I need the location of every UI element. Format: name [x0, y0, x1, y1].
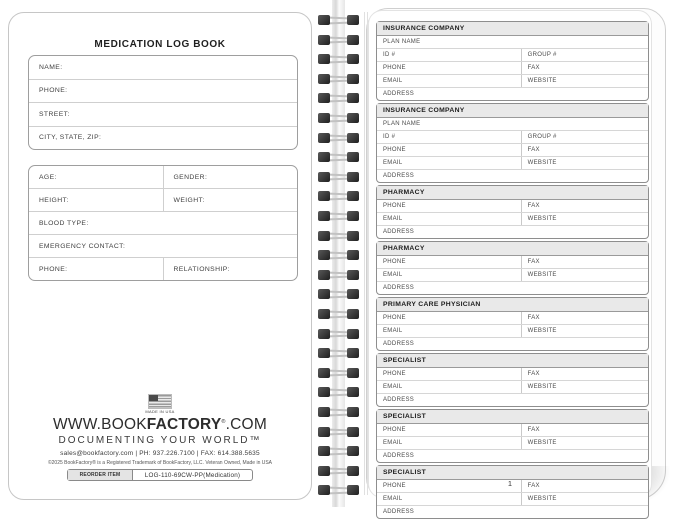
section-field-label: WEBSITE [527, 496, 557, 502]
brand-logo-bold: FACTORY [146, 415, 222, 433]
spiral-loop [312, 368, 370, 379]
section-header: SPECIALIST [377, 466, 648, 480]
section-row [377, 506, 648, 518]
form-section [376, 103, 649, 183]
section-row [377, 325, 648, 338]
spiral-hole-left [318, 54, 330, 64]
spiral-hole-right [347, 231, 359, 241]
spiral-hole-right [347, 485, 359, 495]
spiral-hole-right [347, 368, 359, 378]
brand-tagline: DOCUMENTING YOUR WORLD™ [58, 435, 262, 446]
spiral-hole-left [318, 191, 330, 201]
section-row [377, 269, 648, 282]
section-row [377, 157, 648, 170]
spiral-hole-right [347, 446, 359, 456]
page-title: MEDICATION LOG BOOK [94, 39, 226, 50]
spiral-loop [312, 446, 370, 457]
section-field-label: PLAN NAME [383, 121, 421, 127]
section-field-label: EMAIL [383, 160, 403, 166]
field-cell [29, 127, 297, 150]
spiral-hole-left [318, 231, 330, 241]
spiral-loop [312, 113, 370, 124]
form-section [376, 21, 649, 101]
spiral-loop [312, 407, 370, 418]
field-label: AGE: [39, 173, 57, 181]
section-field-label: EMAIL [383, 78, 403, 84]
spiral-hole-right [347, 329, 359, 339]
section-field-cell [377, 424, 521, 436]
section-field-label: EMAIL [383, 328, 403, 334]
section-field-cell [377, 450, 648, 462]
section-field-label: EMAIL [383, 384, 403, 390]
section-row [377, 88, 648, 100]
section-field-label: EMAIL [383, 496, 403, 502]
section-header: PHARMACY [377, 242, 648, 256]
section-field-label: ADDRESS [383, 285, 415, 291]
form-section [376, 353, 649, 407]
field-label: HEIGHT: [39, 196, 69, 204]
section-field-cell [377, 381, 521, 393]
section-field-label: GROUP # [527, 134, 557, 140]
reorder-value-cell: LOG-110-69CW-PP(Medication) [144, 471, 241, 479]
spiral-loop [312, 54, 370, 65]
section-field-cell [521, 424, 648, 436]
section-field-cell [377, 144, 521, 156]
section-row [377, 36, 648, 49]
spiral-loop [312, 211, 370, 222]
field-row [29, 103, 297, 127]
section-field-cell [521, 49, 648, 61]
field-label: BLOOD TYPE: [39, 219, 89, 227]
section-field-cell [521, 493, 648, 505]
spiral-hole-left [318, 270, 330, 280]
spiral-hole-right [347, 54, 359, 64]
section-field-label: ADDRESS [383, 509, 415, 515]
section-field-cell [377, 170, 648, 182]
spiral-loop [312, 74, 370, 85]
section-field-label: WEBSITE [527, 216, 557, 222]
spiral-loop [312, 289, 370, 300]
spiral-hole-right [347, 289, 359, 299]
spiral-hole-right [347, 427, 359, 437]
section-field-label: PHONE [383, 371, 406, 377]
spiral-loop [312, 172, 370, 183]
field-cell [29, 189, 163, 211]
spiral-hole-right [347, 35, 359, 45]
section-field-cell [521, 200, 648, 212]
section-field-label: FAX [527, 427, 540, 433]
registered-mark: ® [221, 418, 226, 425]
form-section [376, 409, 649, 463]
section-field-cell [521, 269, 648, 281]
spiral-hole-left [318, 133, 330, 143]
field-cell [29, 103, 297, 126]
field-row [29, 235, 297, 258]
spiral-loop [312, 93, 370, 104]
section-row [377, 282, 648, 294]
spiral-hole-right [347, 270, 359, 280]
field-row [29, 80, 297, 104]
spiral-hole-left [318, 289, 330, 299]
section-field-cell [521, 381, 648, 393]
reorder-table [67, 469, 253, 481]
spiral-loop [312, 133, 370, 144]
section-header: PHARMACY [377, 186, 648, 200]
section-header: INSURANCE COMPANY [377, 104, 648, 118]
spiral-hole-left [318, 113, 330, 123]
section-field-cell [521, 256, 648, 268]
section-row [377, 450, 648, 462]
section-field-cell [521, 325, 648, 337]
details-box [28, 165, 298, 281]
section-field-cell [377, 157, 521, 169]
section-field-label: EMAIL [383, 272, 403, 278]
field-row [29, 127, 297, 150]
spiral-hole-left [318, 152, 330, 162]
section-field-label: PHONE [383, 203, 406, 209]
section-field-cell [377, 437, 521, 449]
spiral-hole-left [318, 93, 330, 103]
field-cell [29, 56, 297, 79]
field-cell [29, 80, 297, 103]
section-field-cell [377, 493, 521, 505]
field-label: RELATIONSHIP: [173, 265, 230, 273]
spiral-hole-right [347, 211, 359, 221]
section-field-label: WEBSITE [527, 272, 557, 278]
section-field-cell [377, 36, 648, 48]
section-row [377, 226, 648, 238]
section-field-cell [377, 394, 648, 406]
spiral-hole-left [318, 329, 330, 339]
personal-info-box [28, 55, 298, 150]
section-field-label: FAX [527, 315, 540, 321]
section-field-cell [377, 62, 521, 74]
section-field-label: ADDRESS [383, 91, 415, 97]
section-field-label: FAX [527, 65, 540, 71]
section-field-label: EMAIL [383, 440, 403, 446]
field-row [29, 166, 297, 189]
section-field-cell [377, 75, 521, 87]
section-row [377, 62, 648, 75]
spiral-hole-right [347, 309, 359, 319]
section-field-label: WEBSITE [527, 78, 557, 84]
section-field-label: ID # [383, 52, 396, 58]
section-row [377, 144, 648, 157]
spiral-loop [312, 387, 370, 398]
section-row [377, 75, 648, 88]
section-field-cell [521, 368, 648, 380]
field-cell [29, 235, 297, 257]
spiral-hole-right [347, 93, 359, 103]
section-row [377, 118, 648, 131]
form-sections [376, 21, 649, 521]
section-row [377, 49, 648, 62]
field-cell [29, 212, 297, 234]
spiral-hole-left [318, 309, 330, 319]
section-field-label: EMAIL [383, 216, 403, 222]
spiral-hole-left [318, 348, 330, 358]
usa-flag-icon [149, 395, 171, 408]
field-cell [163, 189, 298, 211]
form-section [376, 465, 649, 519]
spiral-hole-right [347, 250, 359, 260]
copyright-line: ©2025 BookFactory® is a Registered Trademark of BookFactory, LLC. Veteran Owned, Made in USA [47, 460, 273, 466]
section-field-cell [377, 118, 648, 130]
spiral-hole-left [318, 466, 330, 476]
section-field-label: ADDRESS [383, 341, 415, 347]
section-field-cell [377, 325, 521, 337]
spiral-hole-right [347, 152, 359, 162]
spiral-loop [312, 466, 370, 477]
section-field-cell [377, 506, 648, 518]
section-field-label: ADDRESS [383, 229, 415, 235]
section-field-label: PHONE [383, 259, 406, 265]
brand-footer [9, 395, 311, 482]
section-field-cell [377, 213, 521, 225]
section-row [377, 312, 648, 325]
reorder-label-cell: REORDER ITEM [68, 470, 133, 480]
section-field-cell [377, 131, 521, 143]
section-field-cell [521, 75, 648, 87]
section-row [377, 394, 648, 406]
section-row [377, 170, 648, 182]
section-header: INSURANCE COMPANY [377, 22, 648, 36]
section-field-cell [377, 312, 521, 324]
spiral-hole-right [347, 466, 359, 476]
spiral-hole-left [318, 172, 330, 182]
section-field-cell [521, 144, 648, 156]
spiral-hole-right [347, 191, 359, 201]
field-label: PHONE: [39, 265, 68, 273]
section-row [377, 368, 648, 381]
spiral-hole-left [318, 427, 330, 437]
field-row [29, 258, 297, 280]
section-row [377, 131, 648, 144]
field-label: STREET: [39, 110, 70, 118]
spiral-loop [312, 15, 370, 26]
section-field-label: PHONE [383, 483, 406, 489]
spiral-hole-left [318, 211, 330, 221]
spiral-loop [312, 270, 370, 281]
left-page [8, 12, 312, 500]
section-field-cell [521, 312, 648, 324]
section-field-cell [377, 368, 521, 380]
field-label: CITY, STATE, ZIP: [39, 134, 102, 142]
flag-canton [149, 395, 158, 401]
spiral-hole-right [347, 15, 359, 25]
spiral-loop [312, 427, 370, 438]
spiral-loop [312, 348, 370, 359]
brand-logo-suffix: .COM [225, 415, 267, 433]
section-field-cell [377, 88, 648, 100]
section-field-label: PHONE [383, 65, 406, 71]
spiral-hole-right [347, 133, 359, 143]
section-row [377, 381, 648, 394]
made-in-usa-label: MADE IN USA [145, 408, 175, 414]
field-cell [163, 166, 298, 188]
section-field-label: ADDRESS [383, 453, 415, 459]
spiral-loop [312, 309, 370, 320]
section-row [377, 200, 648, 213]
section-field-label: PHONE [383, 147, 406, 153]
spiral-loop [312, 231, 370, 242]
spiral-loop [312, 35, 370, 46]
section-field-cell [521, 157, 648, 169]
spiral-hole-left [318, 368, 330, 378]
field-row [29, 189, 297, 212]
spiral-loop [312, 191, 370, 202]
section-field-label: WEBSITE [527, 160, 557, 166]
section-row [377, 437, 648, 450]
form-section [376, 185, 649, 239]
section-field-label: ADDRESS [383, 397, 415, 403]
section-field-label: ADDRESS [383, 173, 415, 179]
spiral-hole-right [347, 74, 359, 84]
spiral-hole-right [347, 172, 359, 182]
section-field-label: GROUP # [527, 52, 557, 58]
spiral-hole-left [318, 387, 330, 397]
spiral-hole-right [347, 113, 359, 123]
field-cell [163, 258, 298, 280]
spiral-loop [312, 329, 370, 340]
field-cell [29, 258, 163, 280]
section-row [377, 424, 648, 437]
field-row [29, 212, 297, 235]
section-field-cell [377, 226, 648, 238]
section-field-cell [521, 62, 648, 74]
section-field-cell [377, 269, 521, 281]
form-section [376, 241, 649, 295]
field-label: PHONE: [39, 87, 68, 95]
field-row [29, 56, 297, 80]
spiral-hole-right [347, 348, 359, 358]
field-cell [29, 166, 163, 188]
section-field-label: PHONE [383, 315, 406, 321]
section-field-label: FAX [527, 371, 540, 377]
spiral-loop [312, 250, 370, 261]
section-field-label: WEBSITE [527, 384, 557, 390]
spiral-binding [312, 0, 370, 507]
section-field-label: FAX [527, 203, 540, 209]
spiral-hole-left [318, 35, 330, 45]
spiral-loop [312, 485, 370, 496]
spiral-loop [312, 152, 370, 163]
spiral-hole-left [318, 74, 330, 84]
spiral-hole-left [318, 250, 330, 260]
brand-logo [53, 417, 267, 433]
section-row [377, 493, 648, 506]
section-field-label: FAX [527, 147, 540, 153]
section-field-cell [521, 213, 648, 225]
section-field-label: ID # [383, 134, 396, 140]
section-field-cell [377, 49, 521, 61]
section-header: SPECIALIST [377, 354, 648, 368]
section-field-label: WEBSITE [527, 328, 557, 334]
contact-line: sales@bookfactory.com | PH: 937.226.7100 | FAX: 614.388.5635 [60, 450, 260, 457]
brand-logo-prefix: WWW.BOOK [53, 415, 147, 433]
section-row [377, 338, 648, 350]
section-field-label: WEBSITE [527, 440, 557, 446]
spiral-hole-left [318, 15, 330, 25]
page-number: 1 [507, 479, 513, 488]
section-row [377, 256, 648, 269]
spiral-hole-right [347, 407, 359, 417]
section-field-cell [377, 200, 521, 212]
section-header: PRIMARY CARE PHYSICIAN [377, 298, 648, 312]
section-field-label: FAX [527, 259, 540, 265]
section-field-label: FAX [527, 483, 540, 489]
spiral-hole-right [347, 387, 359, 397]
right-page [368, 10, 652, 515]
field-label: NAME: [39, 63, 63, 71]
field-label: EMERGENCY CONTACT: [39, 242, 126, 250]
section-header: SPECIALIST [377, 410, 648, 424]
section-field-cell [521, 131, 648, 143]
spiral-hole-left [318, 446, 330, 456]
section-field-cell [377, 282, 648, 294]
spiral-hole-left [318, 485, 330, 495]
section-row [377, 213, 648, 226]
section-field-label: PLAN NAME [383, 39, 421, 45]
field-label: GENDER: [173, 173, 208, 181]
form-section [376, 297, 649, 351]
field-label: WEIGHT: [173, 196, 205, 204]
section-field-cell [521, 437, 648, 449]
section-field-label: PHONE [383, 427, 406, 433]
section-field-cell [377, 256, 521, 268]
spiral-hole-left [318, 407, 330, 417]
section-field-cell [377, 338, 648, 350]
